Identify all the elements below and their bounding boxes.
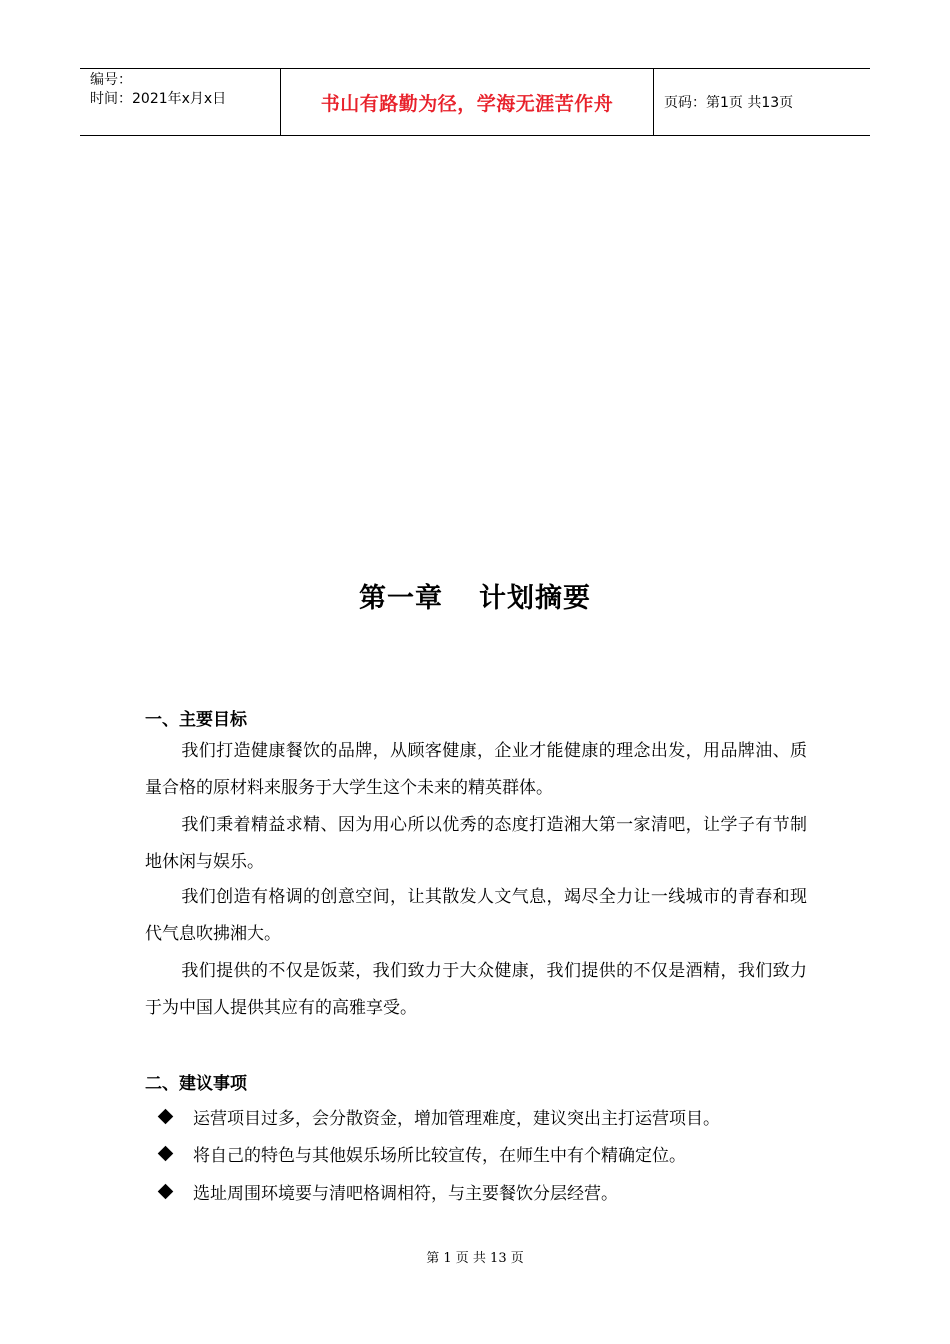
chapter-title	[0, 576, 950, 615]
section-heading-goals: 一、主要目标	[145, 710, 247, 730]
list-item-text: 将自己的特色与其他娱乐场所比较宣传，在师生中有个精确定位。	[193, 1146, 686, 1166]
list-item	[158, 1104, 720, 1129]
paragraph	[145, 953, 807, 1027]
page-footer: 第 1 页 共 13 页	[426, 1251, 524, 1266]
header-page-info: 页码：第1页 共13页	[664, 95, 794, 111]
document-date: 时间：2021年x月x日	[90, 91, 227, 107]
paragraph-text: 我们秉着精益求精、因为用心所以优秀的态度打造湘大第一家清吧，让学子有节制地休闲与娱乐。	[145, 815, 807, 872]
document-number-label: 编号：	[90, 72, 132, 88]
chapter-number: 第一章	[359, 583, 443, 614]
diamond-bullet-icon	[158, 1109, 174, 1125]
section-heading-suggestions: 二、建议事项	[145, 1074, 247, 1094]
document-header	[80, 68, 870, 136]
header-motto: 书山有路勤为径，学海无涯苦作舟	[281, 69, 654, 135]
header-meta	[80, 69, 281, 135]
paragraph-text: 我们打造健康餐饮的品牌，从顾客健康，企业才能健康的理念出发，用品牌油、质量合格的原材料来服务于大学生这个未来的精英群体。	[145, 741, 807, 798]
paragraph-text: 我们提供的不仅是饭菜，我们致力于大众健康，我们提供的不仅是酒精，我们致力于为中国人提供其应有的高雅享受。	[145, 961, 807, 1018]
list-item-text: 选址周围环境要与清吧格调相符，与主要餐饮分层经营。	[193, 1184, 618, 1204]
paragraph-text: 我们创造有格调的创意空间，让其散发人文气息，竭尽全力让一线城市的青春和现代气息吹拂湘大。	[145, 887, 807, 944]
paragraph	[145, 879, 807, 953]
list-item	[158, 1179, 618, 1204]
list-item-text: 运营项目过多，会分散资金，增加管理难度，建议突出主打运营项目。	[193, 1109, 720, 1129]
paragraph	[145, 733, 807, 807]
paragraph	[145, 807, 807, 881]
diamond-bullet-icon	[158, 1184, 174, 1200]
chapter-name: 计划摘要	[479, 583, 591, 614]
diamond-bullet-icon	[158, 1146, 174, 1162]
list-item	[158, 1141, 686, 1166]
